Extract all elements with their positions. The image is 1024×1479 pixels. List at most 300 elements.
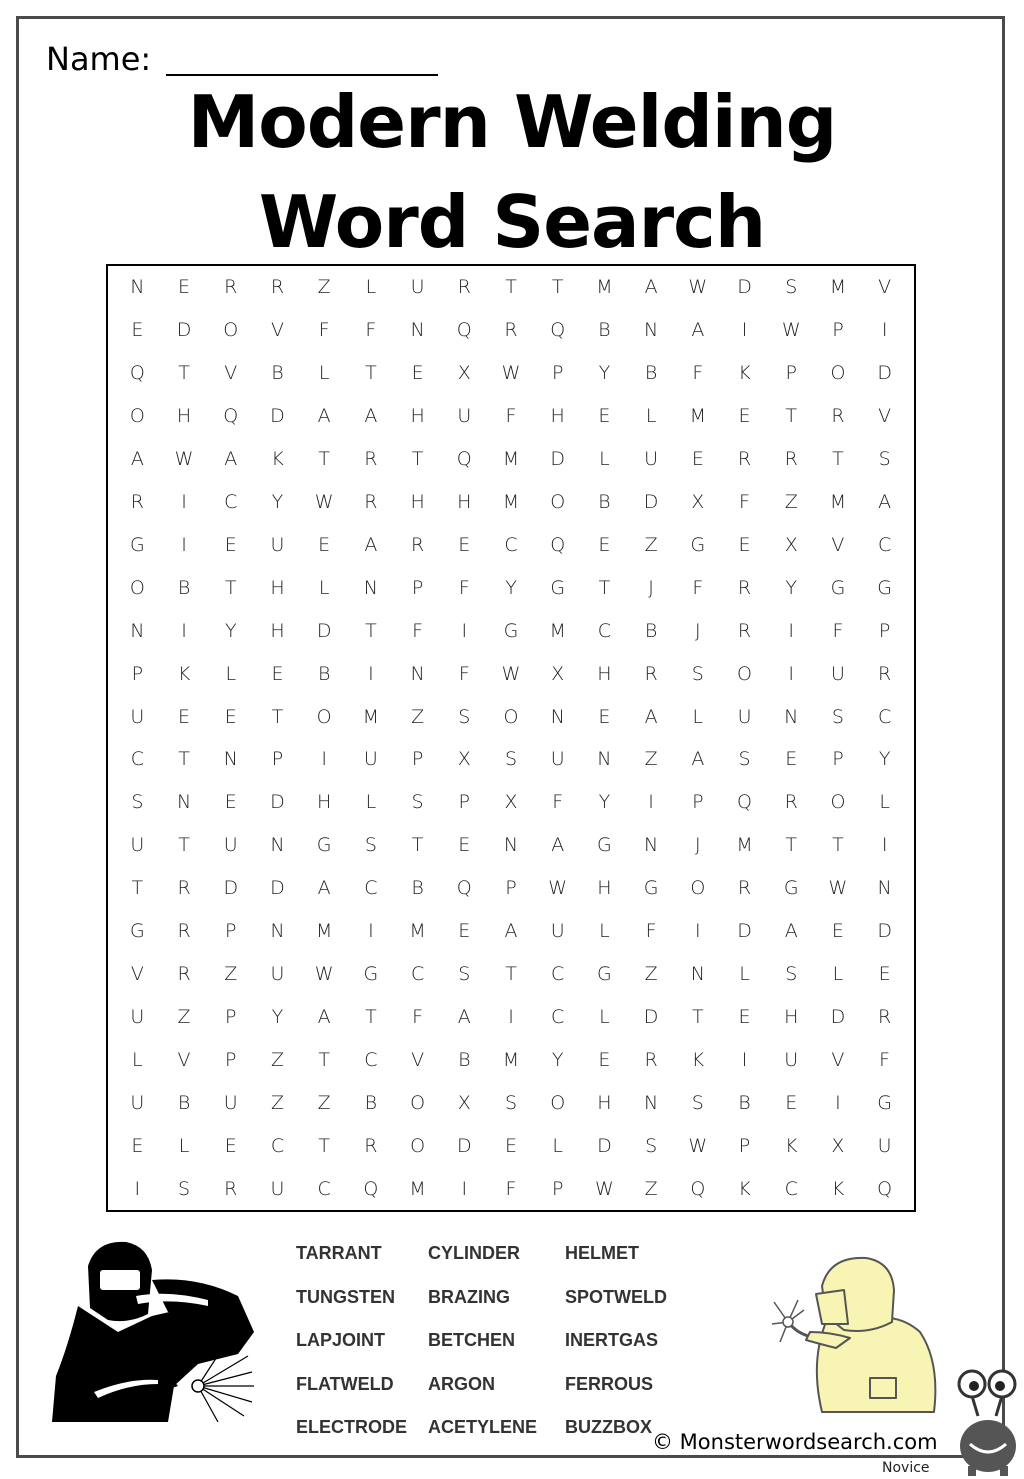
grid-letter: W <box>548 877 568 900</box>
grid-letter: B <box>317 662 331 685</box>
grid-letter: S <box>831 705 844 728</box>
grid-letter: W <box>314 490 334 513</box>
grid-letter: K <box>271 448 284 471</box>
grid-letter: R <box>224 276 238 299</box>
grid-letter: V <box>878 276 892 299</box>
grid-letter: C <box>551 962 565 985</box>
grid-letter: F <box>692 576 704 599</box>
grid-letter: U <box>410 276 425 299</box>
welder-illustration-right <box>770 1252 942 1422</box>
grid-letter: F <box>505 1177 517 1200</box>
grid-letter: L <box>178 1134 190 1157</box>
grid-letter: N <box>644 834 659 857</box>
grid-letter: W <box>688 1134 708 1157</box>
grid-letter: E <box>458 834 471 857</box>
grid-letter: I <box>881 319 888 342</box>
grid-letter: N <box>410 319 425 342</box>
grid-letter: C <box>597 619 612 642</box>
word-list-item: SPOTWELD <box>565 1286 667 1307</box>
grid-letter: Z <box>644 748 658 771</box>
grid-letter: L <box>552 1134 563 1157</box>
grid-letter: K <box>784 1134 798 1157</box>
grid-letter: L <box>365 276 377 299</box>
grid-letter: S <box>738 748 751 771</box>
grid-letter: A <box>130 448 144 471</box>
grid-letter: N <box>784 705 799 728</box>
grid-letter: P <box>878 619 891 642</box>
grid-letter: D <box>737 920 752 943</box>
grid-letter: E <box>224 791 237 814</box>
grid-letter: M <box>409 920 426 943</box>
grid-letter: A <box>457 1005 471 1028</box>
grid-letter: P <box>458 791 471 814</box>
grid-letter: S <box>785 962 798 985</box>
grid-letter: C <box>551 1005 565 1028</box>
grid-letter: G <box>363 962 379 985</box>
grid-letter: M <box>502 1048 520 1071</box>
grid-letter: T <box>365 619 377 642</box>
grid-letter: P <box>411 576 424 599</box>
grid-letter: D <box>270 791 285 814</box>
grid-letter: Y <box>224 619 237 642</box>
grid-letter: O <box>410 1134 426 1157</box>
grid-letter: P <box>832 319 844 342</box>
grid-letter: C <box>878 533 892 556</box>
grid-letter: E <box>598 705 611 728</box>
grid-letter: C <box>130 748 144 771</box>
grid-letter: V <box>270 319 284 342</box>
grid-letter: S <box>458 962 471 985</box>
grid-letter: L <box>599 1005 610 1028</box>
grid-letter: P <box>225 920 237 943</box>
grid-letter: D <box>550 448 566 471</box>
grid-letter: A <box>504 920 518 943</box>
grid-letter: U <box>130 1005 145 1028</box>
grid-letter: V <box>130 962 144 985</box>
grid-letter: H <box>597 877 612 900</box>
grid-letter: Q <box>550 319 566 342</box>
grid-letter: G <box>690 533 706 556</box>
grid-letter: T <box>832 448 844 471</box>
grid-letter: S <box>691 1091 704 1114</box>
grid-letter: K <box>177 662 191 685</box>
grid-letter: E <box>831 920 844 943</box>
grid-letter: R <box>457 276 471 299</box>
grid-letter: W <box>314 962 334 985</box>
grid-letter: S <box>411 791 424 814</box>
grid-letter: I <box>181 619 187 642</box>
grid-letter: I <box>368 662 374 685</box>
grid-letter: E <box>224 533 237 556</box>
grid-letter: Q <box>737 791 752 814</box>
grid-letter: E <box>785 748 798 771</box>
grid-letter: J <box>695 834 701 857</box>
grid-letter: N <box>130 276 145 299</box>
grid-letter: N <box>503 834 519 857</box>
grid-letter: E <box>224 705 237 728</box>
grid-letter: E <box>178 276 191 299</box>
grid-letter: E <box>458 920 471 943</box>
grid-letter: G <box>597 834 612 857</box>
grid-letter: L <box>365 791 377 814</box>
grid-letter: Y <box>505 576 517 599</box>
grid-letter: G <box>877 576 892 599</box>
grid-letter: U <box>130 1091 145 1114</box>
grid-letter: Q <box>690 1177 706 1200</box>
grid-letter: B <box>271 362 284 385</box>
grid-letter: A <box>317 877 331 900</box>
word-list-item: ACETYLENE <box>428 1417 538 1437</box>
grid-letter: A <box>364 405 378 428</box>
grid-letter: U <box>830 662 845 685</box>
grid-letter: T <box>551 276 564 299</box>
grid-letter: H <box>550 405 565 428</box>
grid-letter: V <box>224 362 238 385</box>
grid-letter: U <box>550 748 565 771</box>
grid-letter: R <box>784 448 798 471</box>
grid-letter: D <box>176 319 192 342</box>
grid-letter: R <box>644 662 658 685</box>
grid-letter: D <box>223 877 239 900</box>
grid-letter: E <box>178 705 191 728</box>
word-search-grid <box>106 264 916 1212</box>
grid-letter: C <box>410 962 425 985</box>
grid-letter: O <box>223 319 239 342</box>
grid-letter: J <box>648 576 654 599</box>
grid-letter: E <box>598 533 611 556</box>
grid-letter: Y <box>551 1048 564 1071</box>
grid-letter: D <box>877 920 892 943</box>
grid-letter: D <box>316 619 332 642</box>
grid-letter: L <box>879 791 890 814</box>
grid-letter: R <box>410 533 425 556</box>
grid-letter: G <box>129 533 145 556</box>
grid-letter: Z <box>784 490 798 513</box>
grid-letter: Z <box>644 1177 658 1200</box>
grid-letter: Q <box>456 877 472 900</box>
grid-letter: R <box>224 1177 238 1200</box>
grid-letter: R <box>737 877 752 900</box>
grid-letter: E <box>738 533 751 556</box>
grid-letter: R <box>177 962 191 985</box>
grid-letter: D <box>270 877 285 900</box>
grid-letter: I <box>788 619 795 642</box>
grid-letter: I <box>881 834 888 857</box>
grid-letter: Z <box>224 962 238 985</box>
grid-letter: Z <box>177 1005 191 1028</box>
grid-letter: V <box>878 405 892 428</box>
grid-letter: E <box>785 1091 798 1114</box>
grid-letter: K <box>691 1048 705 1071</box>
grid-letter: N <box>270 834 285 857</box>
grid-letter: L <box>599 920 610 943</box>
grid-letter: F <box>879 1048 891 1071</box>
grid-letter: V <box>831 1048 845 1071</box>
grid-letter: F <box>458 576 470 599</box>
grid-letter: O <box>737 662 752 685</box>
word-list-item: BUZZBOX <box>565 1417 652 1437</box>
grid-letter: U <box>363 748 378 771</box>
grid-letter: G <box>783 877 799 900</box>
name-label: Name: <box>46 40 152 78</box>
word-list <box>296 1238 716 1448</box>
grid-letter: H <box>597 662 612 685</box>
grid-letter: T <box>785 834 798 857</box>
grid-letter: C <box>317 1177 331 1200</box>
word-list-item: TUNGSTEN <box>296 1286 395 1307</box>
grid-letter: Q <box>129 362 145 385</box>
grid-letter: R <box>644 1048 658 1071</box>
grid-letter: D <box>643 1005 659 1028</box>
grid-letter: P <box>785 362 797 385</box>
grid-letter: M <box>829 490 847 513</box>
grid-letter: F <box>505 405 517 428</box>
grid-letter: D <box>830 1005 846 1028</box>
grid-letter: E <box>411 362 424 385</box>
grid-letter: L <box>318 362 330 385</box>
grid-letter: S <box>878 448 891 471</box>
grid-letter: O <box>830 791 846 814</box>
grid-letter: R <box>364 490 378 513</box>
grid-letter: P <box>551 362 564 385</box>
grid-letter: U <box>270 533 285 556</box>
grid-letter: G <box>503 619 519 642</box>
grid-letter: Y <box>271 490 284 513</box>
grid-letter: K <box>738 1177 751 1200</box>
grid-letter: C <box>364 1048 378 1071</box>
grid-letter: T <box>318 1134 330 1157</box>
grid-letter: E <box>738 405 751 428</box>
grid-letter: A <box>551 834 565 857</box>
grid-letter: W <box>781 319 801 342</box>
grid-letter: H <box>457 490 472 513</box>
grid-letter: I <box>321 748 327 771</box>
grid-letter: W <box>501 362 521 385</box>
grid-letter: D <box>643 490 659 513</box>
page-title-line-1: Modern Welding <box>187 80 837 164</box>
grid-letter: X <box>457 362 471 385</box>
grid-letter: T <box>411 448 424 471</box>
grid-letter: A <box>317 405 331 428</box>
word-list-item: ELECTRODE <box>296 1417 408 1437</box>
grid-letter: N <box>223 748 238 771</box>
grid-letter: W <box>828 877 848 900</box>
grid-letter: R <box>737 576 752 599</box>
grid-letter: F <box>692 362 704 385</box>
grid-letter: U <box>877 1134 892 1157</box>
grid-letter: M <box>596 276 613 299</box>
grid-letter: T <box>785 405 798 428</box>
grid-letter: D <box>597 1134 612 1157</box>
grid-letter: P <box>551 1177 564 1200</box>
grid-letter: E <box>504 1134 517 1157</box>
grid-letter: P <box>832 748 844 771</box>
grid-letter: J <box>695 619 701 642</box>
grid-letter: E <box>131 319 144 342</box>
grid-letter: F <box>412 1005 424 1028</box>
word-list-item: TARRANT <box>296 1243 382 1263</box>
grid-letter: B <box>177 576 191 599</box>
grid-letter: M <box>502 448 520 471</box>
grid-letter: P <box>411 748 424 771</box>
grid-letter: O <box>690 877 706 900</box>
copyright-text: © Monsterwordsearch.com <box>652 1430 938 1454</box>
grid-letter: Y <box>598 362 611 385</box>
grid-letter: F <box>739 490 750 513</box>
grid-letter: Y <box>598 791 611 814</box>
word-list-item: HELMET <box>565 1243 639 1263</box>
word-list-item: CYLINDER <box>428 1243 521 1263</box>
grid-letter: N <box>597 748 612 771</box>
grid-letter: D <box>270 405 285 428</box>
grid-letter: G <box>830 576 846 599</box>
grid-letter: I <box>695 920 701 943</box>
grid-letter: A <box>784 920 798 943</box>
grid-letter: R <box>364 448 378 471</box>
grid-letter: I <box>835 1091 841 1114</box>
grid-letter: M <box>549 619 566 642</box>
grid-letter: W <box>688 276 708 299</box>
grid-letter: R <box>130 490 144 513</box>
grid-letter: G <box>597 962 612 985</box>
grid-letter: T <box>178 834 190 857</box>
grid-letter: U <box>130 834 145 857</box>
grid-letter: T <box>832 834 844 857</box>
grid-letter: I <box>788 662 795 685</box>
word-list-item: FLATWELD <box>296 1373 394 1394</box>
grid-letter: S <box>504 1091 518 1114</box>
grid-letter: I <box>741 1048 748 1071</box>
grid-letter: B <box>364 1091 378 1114</box>
grid-letter: S <box>178 1177 191 1200</box>
grid-letter: V <box>177 1048 191 1071</box>
grid-letter: A <box>644 705 658 728</box>
word-list-item: BETCHEN <box>428 1330 516 1350</box>
grid-letter: U <box>737 705 752 728</box>
letter-grid <box>108 266 914 1210</box>
grid-letter: O <box>129 576 145 599</box>
grid-letter: F <box>832 619 844 642</box>
grid-letter: Q <box>550 533 566 556</box>
grid-letter: S <box>364 834 377 857</box>
grid-letter: Z <box>270 1048 284 1071</box>
grid-letter: T <box>178 362 190 385</box>
grid-letter: A <box>691 319 705 342</box>
grid-letter: R <box>784 791 798 814</box>
grid-letter: E <box>598 405 611 428</box>
grid-letter: Z <box>644 962 658 985</box>
grid-letter: R <box>270 276 285 299</box>
grid-letter: A <box>364 533 378 556</box>
grid-letter: G <box>643 877 659 900</box>
grid-letter: S <box>458 705 471 728</box>
grid-letter: O <box>129 405 145 428</box>
grid-letter: P <box>225 1048 237 1071</box>
grid-letter: U <box>270 1177 285 1200</box>
grid-letter: N <box>130 619 145 642</box>
grid-letter: F <box>645 920 657 943</box>
grid-letter: N <box>690 962 705 985</box>
grid-letter: A <box>691 748 705 771</box>
grid-letter: A <box>317 1005 331 1028</box>
grid-letter: G <box>877 1091 892 1114</box>
grid-letter: H <box>597 1091 612 1114</box>
grid-letter: H <box>410 405 425 428</box>
grid-letter: A <box>878 490 892 513</box>
grid-letter: E <box>738 1005 751 1028</box>
grid-letter: N <box>270 920 285 943</box>
grid-letter: Z <box>317 1091 331 1114</box>
grid-letter: M <box>736 834 753 857</box>
grid-letter: O <box>410 1091 426 1114</box>
grid-letter: N <box>363 576 378 599</box>
grid-letter: Q <box>877 1177 893 1200</box>
grid-letter: C <box>784 1177 798 1200</box>
grid-letter: Z <box>411 705 425 728</box>
grid-letter: X <box>551 662 565 685</box>
grid-letter: L <box>832 962 844 985</box>
grid-letter: N <box>644 1091 659 1114</box>
grid-letter: U <box>223 834 238 857</box>
grid-letter: H <box>784 1005 799 1028</box>
grid-letter: A <box>644 276 658 299</box>
grid-letter: T <box>692 1005 704 1028</box>
grid-letter: G <box>316 834 332 857</box>
grid-letter: T <box>224 576 237 599</box>
grid-letter: L <box>225 662 237 685</box>
grid-letter: O <box>316 705 332 728</box>
grid-letter: W <box>174 448 194 471</box>
grid-letter: M <box>315 920 333 943</box>
grid-letter: F <box>458 662 470 685</box>
grid-letter: N <box>410 662 425 685</box>
grid-letter: L <box>645 405 657 428</box>
grid-letter: O <box>550 490 566 513</box>
grid-letter: P <box>505 877 517 900</box>
grid-letter: C <box>504 533 518 556</box>
grid-letter: P <box>271 748 284 771</box>
grid-letter: M <box>689 405 707 428</box>
grid-letter: E <box>224 1134 237 1157</box>
grid-letter: R <box>177 920 191 943</box>
grid-letter: X <box>504 791 518 814</box>
grid-letter: O <box>503 705 519 728</box>
grid-letter: O <box>550 1091 566 1114</box>
grid-letter: M <box>829 276 847 299</box>
monster-mascot-icon <box>956 1366 1022 1476</box>
grid-letter: M <box>362 705 380 728</box>
grid-letter: I <box>181 533 187 556</box>
grid-letter: U <box>550 920 565 943</box>
grid-letter: Z <box>644 533 658 556</box>
grid-letter: C <box>270 1134 285 1157</box>
grid-letter: U <box>130 705 145 728</box>
grid-letter: D <box>456 1134 472 1157</box>
grid-letter: Q <box>223 405 239 428</box>
grid-letter: H <box>410 490 425 513</box>
grid-letter: R <box>878 1005 892 1028</box>
word-list-item: ARGON <box>428 1373 495 1394</box>
grid-letter: B <box>644 619 658 642</box>
grid-letter: S <box>785 276 798 299</box>
grid-letter: P <box>738 1134 751 1157</box>
grid-letter: T <box>365 362 377 385</box>
grid-letter: N <box>644 319 659 342</box>
grid-letter: H <box>317 791 332 814</box>
grid-letter: D <box>877 362 892 385</box>
grid-letter: S <box>691 662 704 685</box>
grid-letter: E <box>691 448 704 471</box>
